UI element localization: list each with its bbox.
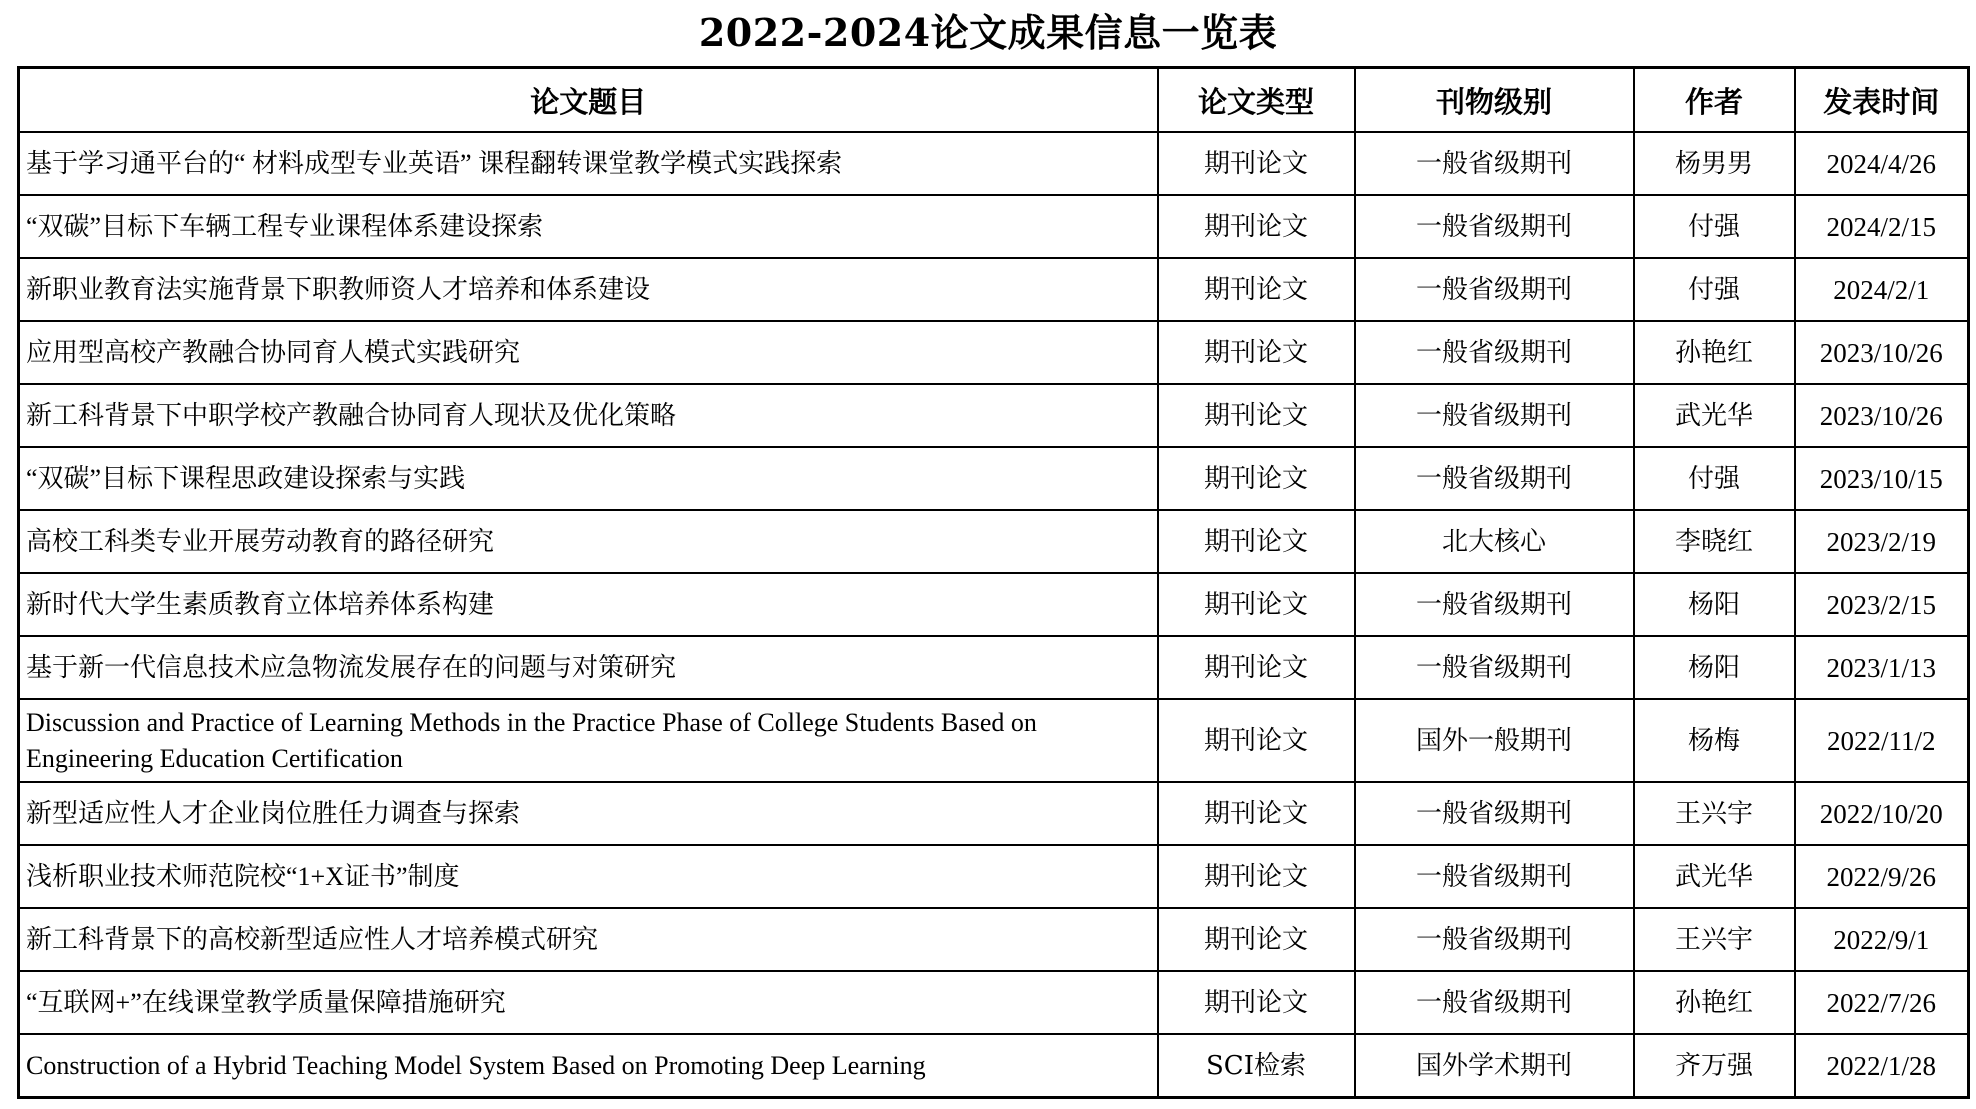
cell-publish-date: 2023/2/19 [1795,510,1969,573]
cell-paper-title: 高校工科类专业开展劳动教育的路径研究 [19,510,1158,573]
cell-publish-date: 2022/11/2 [1795,699,1969,782]
cell-paper-type: 期刊论文 [1158,510,1355,573]
cell-paper-type: 期刊论文 [1158,321,1355,384]
cell-journal-level: 一般省级期刊 [1355,845,1634,908]
cell-publish-date: 2023/10/15 [1795,447,1969,510]
cell-journal-level: 一般省级期刊 [1355,782,1634,845]
cell-publish-date: 2024/2/1 [1795,258,1969,321]
cell-journal-level: 一般省级期刊 [1355,384,1634,447]
cell-journal-level: 一般省级期刊 [1355,971,1634,1034]
table-row [19,195,1969,258]
cell-journal-level: 一般省级期刊 [1355,258,1634,321]
cell-publish-date: 2023/10/26 [1795,384,1969,447]
cell-publish-date: 2022/9/1 [1795,908,1969,971]
cell-paper-title: “双碳”目标下课程思政建设探索与实践 [19,447,1158,510]
cell-paper-type: 期刊论文 [1158,573,1355,636]
table-row [19,573,1969,636]
cell-journal-level: 一般省级期刊 [1355,447,1634,510]
cell-paper-type: 期刊论文 [1158,782,1355,845]
table-row [19,699,1969,782]
table-row [19,636,1969,699]
cell-paper-type: SCI检索 [1158,1034,1355,1098]
table-header-row [19,68,1969,133]
cell-publish-date: 2022/1/28 [1795,1034,1969,1098]
cell-author: 杨阳 [1634,573,1795,636]
table-row [19,258,1969,321]
cell-author: 杨男男 [1634,132,1795,195]
cell-publish-date: 2023/2/15 [1795,573,1969,636]
cell-paper-type: 期刊论文 [1158,384,1355,447]
cell-paper-title: 基于新一代信息技术应急物流发展存在的问题与对策研究 [19,636,1158,699]
cell-author: 武光华 [1634,845,1795,908]
table-row [19,1034,1969,1098]
cell-author: 孙艳红 [1634,321,1795,384]
cell-paper-type: 期刊论文 [1158,845,1355,908]
header-paper-type: 论文类型 [1158,68,1355,133]
cell-publish-date: 2022/10/20 [1795,782,1969,845]
header-journal-level: 刊物级别 [1355,68,1634,133]
cell-paper-title: 浅析职业技术师范院校“1+X证书”制度 [19,845,1158,908]
cell-author: 杨梅 [1634,699,1795,782]
table-row [19,132,1969,195]
cell-journal-level: 国外学术期刊 [1355,1034,1634,1098]
cell-paper-type: 期刊论文 [1158,699,1355,782]
cell-journal-level: 一般省级期刊 [1355,132,1634,195]
cell-paper-title: Discussion and Practice of Learning Methods in the Practice Phase of College Students Based on Engineering Education Certification [19,699,1158,782]
cell-paper-type: 期刊论文 [1158,636,1355,699]
cell-publish-date: 2024/2/15 [1795,195,1969,258]
cell-paper-title: Construction of a Hybrid Teaching Model System Based on Promoting Deep Learning [19,1034,1158,1098]
page-title: 2022-2024论文成果信息一览表 [698,10,1278,55]
header-author: 作者 [1634,68,1795,133]
cell-paper-type: 期刊论文 [1158,258,1355,321]
cell-author: 孙艳红 [1634,971,1795,1034]
cell-paper-type: 期刊论文 [1158,447,1355,510]
cell-paper-type: 期刊论文 [1158,908,1355,971]
header-paper-title: 论文题目 [19,68,1158,133]
cell-publish-date: 2022/7/26 [1795,971,1969,1034]
cell-paper-title: “双碳”目标下车辆工程专业课程体系建设探索 [19,195,1158,258]
cell-paper-title: 新职业教育法实施背景下职教师资人才培养和体系建设 [19,258,1158,321]
cell-paper-type: 期刊论文 [1158,195,1355,258]
cell-paper-type: 期刊论文 [1158,971,1355,1034]
cell-publish-date: 2022/9/26 [1795,845,1969,908]
table-row [19,782,1969,845]
table-row [19,447,1969,510]
cell-paper-title: 新时代大学生素质教育立体培养体系构建 [19,573,1158,636]
table-row [19,845,1969,908]
cell-publish-date: 2023/10/26 [1795,321,1969,384]
cell-author: 付强 [1634,258,1795,321]
cell-author: 李晓红 [1634,510,1795,573]
cell-paper-title: 新工科背景下中职学校产教融合协同育人现状及优化策略 [19,384,1158,447]
cell-paper-title: 基于学习通平台的“ 材料成型专业英语” 课程翻转课堂教学模式实践探索 [19,132,1158,195]
cell-journal-level: 一般省级期刊 [1355,573,1634,636]
cell-author: 杨阳 [1634,636,1795,699]
cell-author: 武光华 [1634,384,1795,447]
cell-author: 齐万强 [1634,1034,1795,1098]
cell-paper-title: 新型适应性人才企业岗位胜任力调查与探索 [19,782,1158,845]
table-row [19,971,1969,1034]
cell-author: 付强 [1634,447,1795,510]
papers-table [17,66,1970,1099]
cell-journal-level: 北大核心 [1355,510,1634,573]
table-row [19,321,1969,384]
cell-author: 王兴宇 [1634,782,1795,845]
cell-journal-level: 一般省级期刊 [1355,908,1634,971]
cell-journal-level: 一般省级期刊 [1355,321,1634,384]
cell-journal-level: 国外一般期刊 [1355,699,1634,782]
cell-publish-date: 2023/1/13 [1795,636,1969,699]
cell-paper-title: 应用型高校产教融合协同育人模式实践研究 [19,321,1158,384]
cell-paper-title: 新工科背景下的高校新型适应性人才培养模式研究 [19,908,1158,971]
header-publish-date: 发表时间 [1795,68,1969,133]
cell-publish-date: 2024/4/26 [1795,132,1969,195]
table-row [19,908,1969,971]
cell-journal-level: 一般省级期刊 [1355,195,1634,258]
cell-paper-title: “互联网+”在线课堂教学质量保障措施研究 [19,971,1158,1034]
cell-journal-level: 一般省级期刊 [1355,636,1634,699]
table-row [19,384,1969,447]
cell-author: 付强 [1634,195,1795,258]
table-row [19,510,1969,573]
cell-paper-type: 期刊论文 [1158,132,1355,195]
cell-author: 王兴宇 [1634,908,1795,971]
